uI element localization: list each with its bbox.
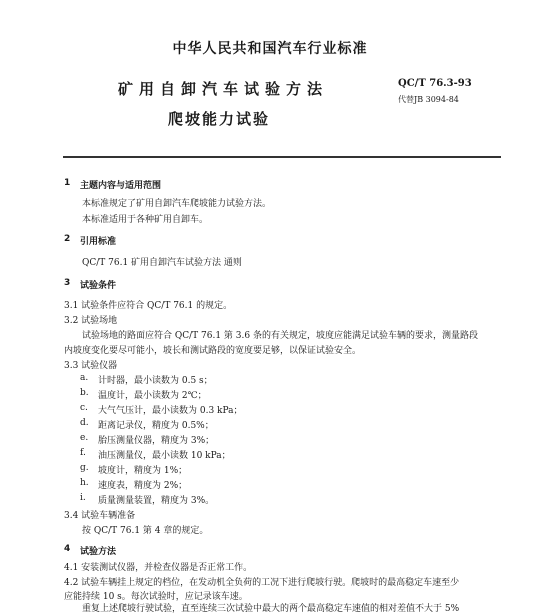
clause-4-2-text-3: 重复上述爬坡行驶试验，直至连续三次试验中最大的两个最高稳定车速值的相对差值不大于 5% [82,604,460,614]
clause-3-4: 3.4 试验车辆准备 [64,511,136,521]
document-title: 矿用自卸汽车试验方法 [118,80,329,98]
header-divider [63,156,501,158]
instrument-text: 温度计，最小读数为 2℃； [98,391,207,401]
section-2-heading: 引用标准 [80,237,117,247]
section-4-number: 4 [64,544,71,554]
section-1-heading: 主题内容与适用范围 [80,181,162,191]
clause-3-3: 3.3 试验仪器 [64,361,118,371]
section-3-number: 3 [64,278,71,288]
clause-3-2-text-1: 试验场地的路面应符合 QC/T 76.1 第 3.6 条的有关规定，坡度应能满足试验车辆的要求，测量路段 [82,331,478,341]
standard-code: QC/T 76.3-93 [398,78,472,89]
replaces-code: 代替JB 3094-84 [398,95,459,104]
instrument-mark: i. [80,493,86,503]
instrument-text: 胎压测量仪器，精度为 3%； [98,436,215,446]
instrument-text: 距离记录仪，精度为 0.5%； [98,421,214,431]
instrument-text: 油压测量仪，最小读数 10 kPa； [98,451,231,461]
instrument-mark: c. [80,403,88,413]
instrument-mark: f. [80,448,86,458]
clause-4-1: 4.1 安装测试仪器，并检查仪器是否正常工作。 [64,563,253,573]
section-2-number: 2 [64,234,71,244]
clause-4-2-text-2: 应能持续 10 s。每次试验时，应记录该车速。 [64,592,248,602]
section-1-para-2: 本标准适用于各种矿用自卸车。 [82,215,209,225]
instrument-mark: b. [80,388,89,398]
instrument-mark: h. [80,478,89,488]
clause-3-1: 3.1 试验条件应符合 QC/T 76.1 的规定。 [64,301,233,311]
section-3-heading: 试验条件 [80,281,117,291]
section-4-heading: 试验方法 [80,547,117,557]
section-1-number: 1 [64,178,71,188]
clause-3-4-text: 按 QC/T 76.1 第 4 章的规定。 [82,526,209,536]
instrument-mark: d. [80,418,89,428]
instrument-text: 质量测量装置，精度为 3%。 [98,496,215,506]
instrument-mark: e. [80,433,89,443]
section-1-para-1: 本标准规定了矿用自卸汽车爬坡能力试验方法。 [82,199,272,209]
instrument-mark: a. [80,373,89,383]
clause-3-2-text-2: 内坡度变化要尽可能小，坡长和测试路段的宽度要足够，以保证试验安全。 [64,346,362,356]
clause-4-2: 4.2 试验车辆挂上规定的档位，在发动机全负荷的工况下进行爬坡行驶。爬坡时的最高稳定车速至少 [64,578,460,588]
instrument-text: 大气气压计，最小读数为 0.3 kPa； [98,406,243,416]
instrument-text: 坡度计，精度为 1%； [98,466,188,476]
clause-3-2: 3.2 试验场地 [64,316,118,326]
instrument-text: 计时器，最小读数为 0.5 s； [98,376,213,386]
document-subtitle: 爬坡能力试验 [168,110,271,128]
instrument-text: 速度表，精度为 2%； [98,481,188,491]
section-2-reference: QC/T 76.1 矿用自卸汽车试验方法 通则 [82,258,242,268]
instrument-mark: g. [80,463,89,473]
standard-org: 中华人民共和国汽车行业标准 [172,41,368,57]
